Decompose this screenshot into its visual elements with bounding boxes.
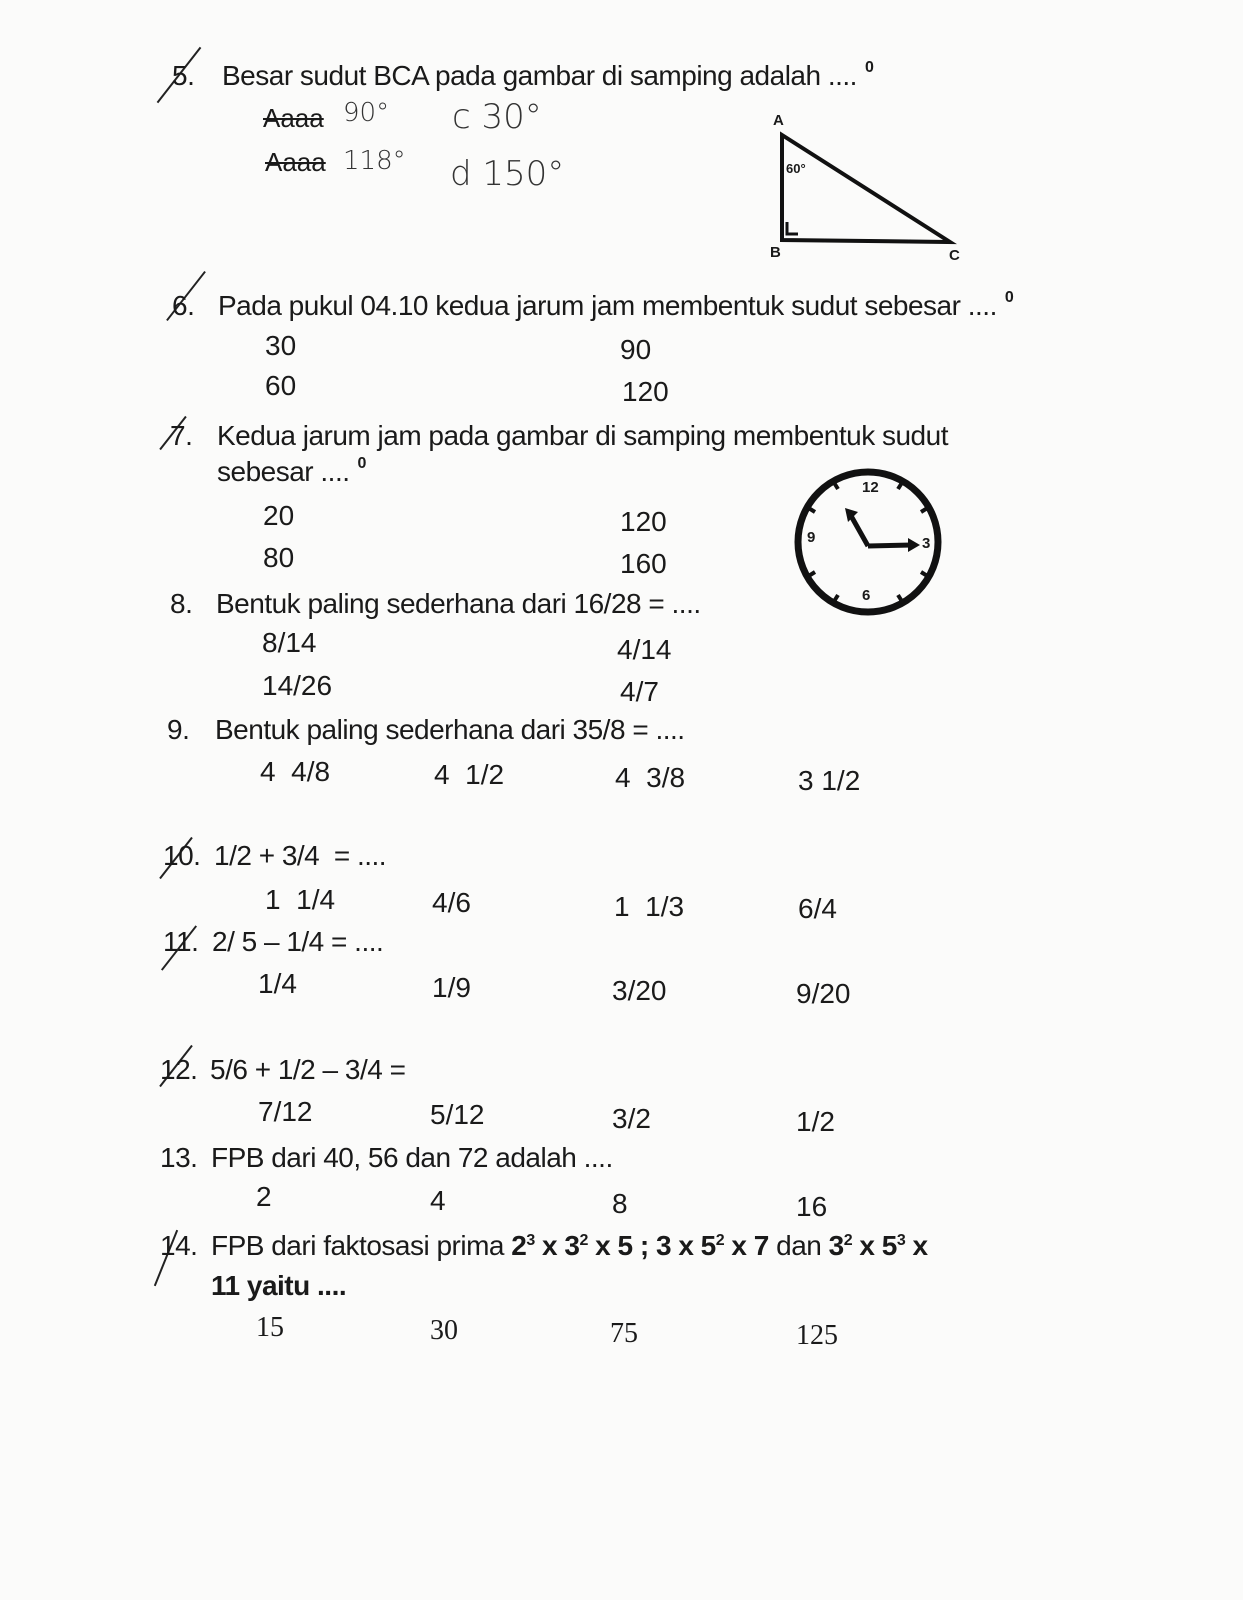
vertex-b-label: B [770,244,781,261]
clock-9-label: 9 [807,529,816,546]
degree-symbol: 0 [357,455,367,472]
option-a: 20 [263,500,295,531]
question-6-number: 6. [172,290,195,321]
option-c: 8 [612,1188,628,1219]
question-6-line [218,290,1014,322]
option-d: 120 [622,376,669,407]
vertex-c-label: C [949,247,960,264]
question-13-number: 13. [160,1142,198,1173]
question-13-text: FPB dari 40, 56 dan 72 adalah .... [211,1142,613,1173]
option-a: 8/14 [262,627,317,658]
question-14-text-cont: 11 yaitu .... [211,1270,347,1301]
option-d: 125 [796,1320,838,1351]
option-a: 30 [265,330,297,361]
handwritten-answer: d 150° [450,154,565,194]
angle-label: 60° [786,161,806,176]
option-b: 80 [263,542,295,573]
factorization: $2^3$ x $3^2$ x 5 ; 3 x $5^2$ x 7 [511,1230,769,1261]
question-8-number: 8. [170,588,193,619]
option-a: 2 [256,1181,272,1212]
option-b: 1/9 [432,972,471,1003]
option-b: 30 [430,1315,458,1346]
handwritten-answer: c 30° [452,97,542,137]
question-7-text-cont: sebesar .... [217,456,350,487]
degree-symbol: 0 [1004,289,1014,306]
option-a: 1/4 [258,968,297,999]
option-a: 7/12 [258,1096,313,1127]
option-a: 4 4/8 [260,756,331,787]
option-c: 90 [620,334,652,365]
option-a: Aaaa [263,103,324,133]
option-c: 75 [610,1318,638,1349]
question-8-text: Bentuk paling sederhana dari 16/28 = .... [216,588,701,619]
option-c: 4/14 [617,634,672,665]
question-14-lead: FPB dari faktosasi prima [211,1230,504,1261]
question-5-number: 5. [172,60,195,91]
option-a: 15 [256,1312,284,1343]
question-5-line [222,60,874,92]
option-b: 4 [430,1185,446,1216]
question-5-text: Besar sudut BCA pada gambar di samping adalah .... [222,60,857,91]
question-11-number: 11. [163,926,199,957]
option-d: 6/4 [798,893,837,924]
question-9-text: Bentuk paling sederhana dari 35/8 = .... [215,714,685,745]
question-12-text: 5/6 + 1/2 – 3/4 = [210,1054,406,1085]
option-b: 4/6 [432,887,471,918]
question-7-line-2 [217,456,366,488]
clock-6-label: 6 [862,587,871,604]
option-d: 9/20 [796,978,851,1009]
clock-figure [0,0,1,1]
option-d: 1/2 [796,1106,835,1137]
question-14-text: FPB dari faktosasi prima $2^3$ x $3^2$ x 5 ; 3 x $5^2$ x 7 dan $3^2$ x $5^3$ x [211,1230,928,1261]
option-b: Aaaa [265,147,326,177]
option-c: 4 3/8 [615,762,686,793]
degree-symbol: 0 [864,59,874,76]
option-b: 4 1/2 [434,759,505,790]
vertex-a-label: A [773,112,784,129]
question-9-number: 9. [167,714,190,745]
question-7-number: 7. [170,420,193,451]
option-d: 3 1/2 [798,765,861,796]
option-c: 120 [620,506,667,537]
option-b: 60 [265,370,297,401]
option-b: 5/12 [430,1099,485,1130]
option-c: 1 1/3 [614,891,685,922]
clock-3-label: 3 [922,535,931,552]
clock-12-label: 12 [862,479,879,496]
option-d: 16 [796,1191,828,1222]
question-6-text: Pada pukul 04.10 kedua jarum jam membentuk sudut sebesar .... [218,290,997,321]
question-10-text: 1/2 + 3/4 = .... [214,840,387,871]
question-11-text: 2/ 5 – 1/4 = .... [212,926,384,957]
question-12-number: 12. [160,1054,198,1085]
option-d: 160 [620,548,667,579]
question-10-number: 10. [163,840,201,871]
option-d: 4/7 [620,676,659,707]
option-c: 3/2 [612,1103,651,1134]
option-b: 14/26 [262,670,333,701]
option-a: 1 1/4 [265,884,336,915]
option-c: 3/20 [612,975,667,1006]
handwritten-answer: 90° [343,98,390,128]
handwritten-answer: 118° [343,146,406,176]
question-7-text: Kedua jarum jam pada gambar di samping membentuk sudut [217,420,948,451]
question-14-number: 14. [160,1230,198,1261]
